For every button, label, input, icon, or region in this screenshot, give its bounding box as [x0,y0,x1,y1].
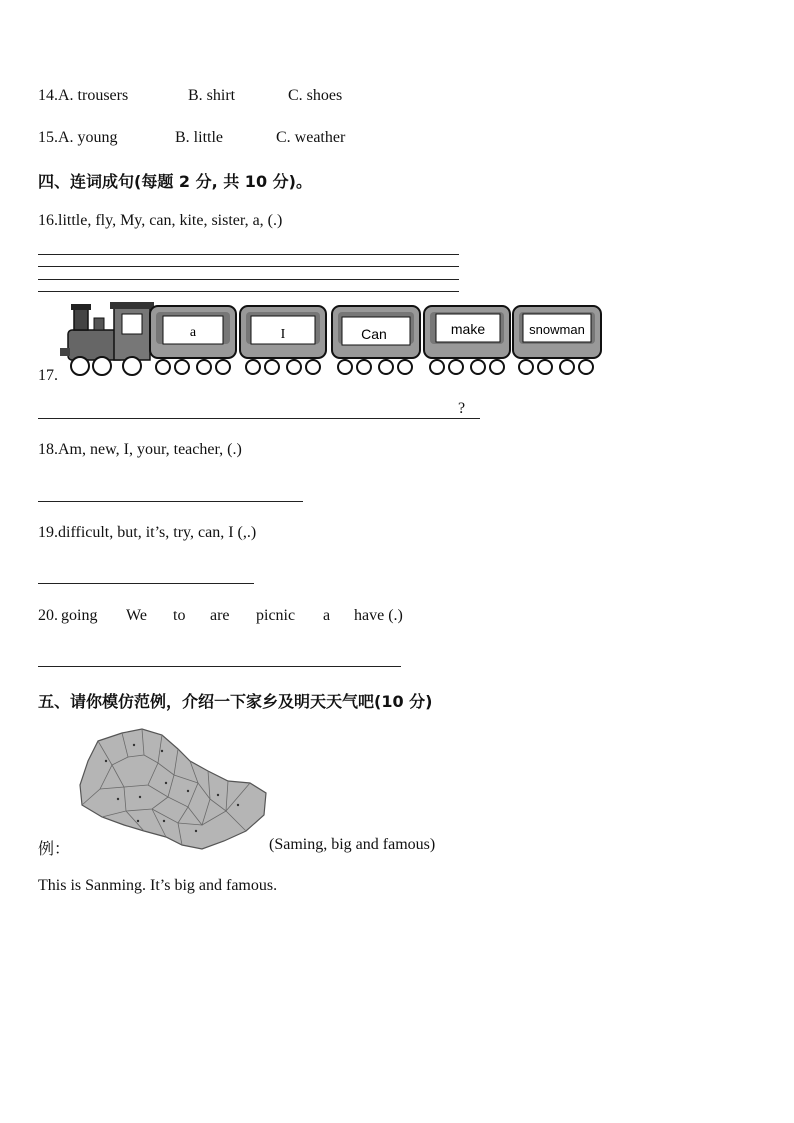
scrambled-word: have (.) [354,607,403,624]
question-16 [38,212,282,230]
option-a: A. young [58,129,118,146]
car-word: a [189,325,197,340]
question-number: 16. [38,212,58,229]
answer-line[interactable] [38,501,303,502]
question-14 [38,87,128,105]
train-car [513,306,601,374]
answer-line[interactable] [38,666,401,667]
section-5-heading: 五、请你模仿范例，介绍一下家乡及明天天气吧(10 分) [38,692,433,711]
answer-line[interactable] [38,291,459,292]
example-sentence: This is Sanming. It’s big and famous. [38,877,278,894]
question-number: 15. [38,129,58,146]
answer-line[interactable] [38,254,459,255]
answer-line[interactable] [38,418,480,419]
scrambled-word: to [173,607,186,624]
question-18 [38,441,242,459]
answer-line[interactable] [38,583,254,584]
train-car [332,306,420,374]
section-4-heading: 四、连词成句(每题 2 分, 共 10 分)。 [38,172,312,191]
car-word: snowman [529,322,585,337]
locomotive-icon [60,302,154,375]
question-mark: ? [458,400,466,417]
question-number-20: 20. [38,607,58,624]
question-number: 14. [38,87,58,104]
train-car [240,306,326,374]
answer-line[interactable] [38,266,459,267]
question-number: 18. [38,441,58,458]
question-prompt: difficult, but, it’s, try, can, I (,.) [58,524,257,541]
option-a: A. trousers [58,87,129,104]
train-car [424,306,510,374]
question-prompt: Am, new, I, your, teacher, (.) [58,441,242,458]
scrambled-word: a [323,607,331,624]
example-label: 例： [38,839,71,858]
question-prompt: little, fly, My, can, kite, sister, a, (.) [58,212,283,229]
example-hint: (Saming, big and famous) [269,836,436,853]
question-19 [38,524,256,542]
option-b: B. shirt [188,87,236,104]
answer-line[interactable] [38,279,459,280]
question-number: 19. [38,524,58,541]
option-b: B. little [175,129,223,146]
scrambled-word: picnic [256,607,296,624]
train-illustration [60,300,605,382]
option-c: C. weather [276,129,346,146]
scrambled-word: going [61,607,98,624]
question-15 [38,129,118,147]
train-car [150,306,236,374]
question-number-17: 17. [38,367,58,384]
car-word: make [450,321,486,337]
car-word: Can [361,326,387,342]
scrambled-word: are [210,607,230,624]
scrambled-word: We [126,607,147,624]
sanming-map-icon [78,727,270,853]
option-c: C. shoes [288,87,343,104]
car-word: I [280,327,286,342]
